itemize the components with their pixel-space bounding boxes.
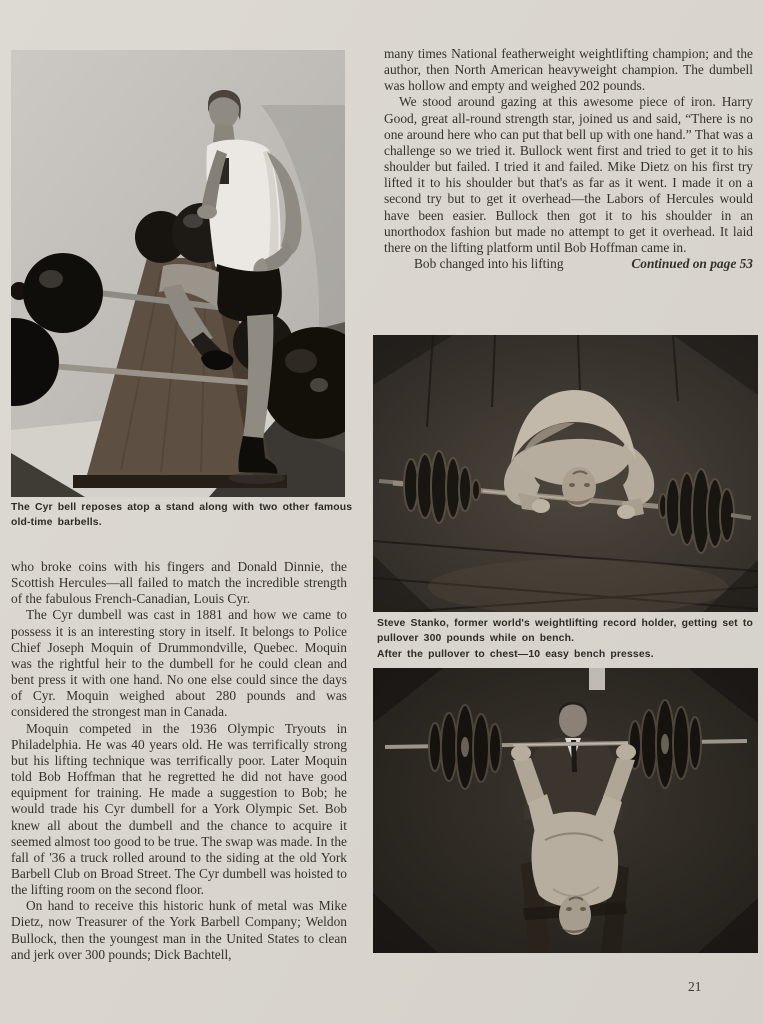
paragraph	[384, 256, 753, 272]
left-column	[11, 559, 347, 963]
photo-bench-press	[373, 668, 758, 953]
right-column	[384, 46, 753, 272]
photo-pullover-illustration	[373, 335, 758, 612]
paragraph: Moquin competed in the 1936 Olympic Tryouts in Philadelphia. He was 40 years old. He was terrifically strong but his lifting technique was terrifically poor. Later Moquin told Bob Hoffman that he regretted he did not have good equipment for training. He made a suggestion to Bob; he would trade his Cyr dumbell for a York Olympic Set. Bob knew all about the dumbell and the chance to acquire it seemed almost too good to be true. The swap was made. In the fall of '36 a truck rolled around to the siding at the old York Barbell Club on Broad Street. The Cyr dumbell was hoisted to the lifting room on the second floor.	[11, 720, 347, 898]
photo-cyr-bell-stand	[11, 50, 345, 497]
paragraph: We stood around gazing at this awesome piece of iron. Harry Good, great all-round strength star, joined us and said, “There is no one around here who can put that bell up with one hand.” That was a challenge so we tried it. Bullock went first and tried to get it to his shoulder but failed. I tried it and failed. Mike Dietz on his first try lifted it to his shoulder but that's as far as it went. I made it on a second try but to get it overhead—the Labors of Hercules would have been easier. Bullock then got it to his shoulder in an unorthodox fashion but made no attempt to get it overhead. It laid there on the lifting platform until Bob Hoffman came in.	[384, 94, 753, 255]
paragraph: On hand to receive this historic hunk of metal was Mike Dietz, now Treasurer of the York Barbell Company; Weldon Bullock, then the youngest man in the United States to clean and jerk over 300 pounds; Dick Bachtell,	[11, 898, 347, 962]
photo-bench-press-illustration	[373, 668, 758, 953]
paragraph: many times National featherweight weightlifting champion; and the author, then North American heavyweight champion. The dumbell was hollow and empty and weighed 202 pounds.	[384, 46, 753, 94]
paragraph: who broke coins with his fingers and Donald Dinnie, the Scottish Hercules—all failed to match the incredible strength of the fabulous French-Canadian, Louis Cyr.	[11, 559, 347, 607]
paragraph: The Cyr dumbell was cast in 1881 and how we came to possess it is an interesting story in itself. It belongs to Police Chief Joseph Moquin of Drummondville, Quebec. Moquin was the rightful heir to the dumbell for he could clean and bent press it with one hand. No one else could since the days of Cyr. Moquin weighed about 280 pounds and was considered the strongest man in Canada.	[11, 607, 347, 720]
page-number: 21	[688, 979, 702, 994]
continued-on-page-notice: Continued on page 53	[631, 256, 753, 272]
photo-bench-press-caption: After the pullover to chest—10 easy bench presses.	[377, 649, 654, 660]
photo-stanko-pullover	[373, 335, 758, 612]
continued-lead-text: Bob changed into his lifting	[414, 256, 564, 272]
photo-cyr-bell-illustration	[11, 50, 345, 497]
photo-stanko-caption: Steve Stanko, former world's weightlifting record holder, getting set to pullover 300 pounds while on bench.	[377, 618, 753, 644]
ceiling-light	[589, 668, 605, 690]
photo-cyr-bell-caption: The Cyr bell reposes atop a stand along with two other famous old-time barbells.	[11, 502, 353, 528]
